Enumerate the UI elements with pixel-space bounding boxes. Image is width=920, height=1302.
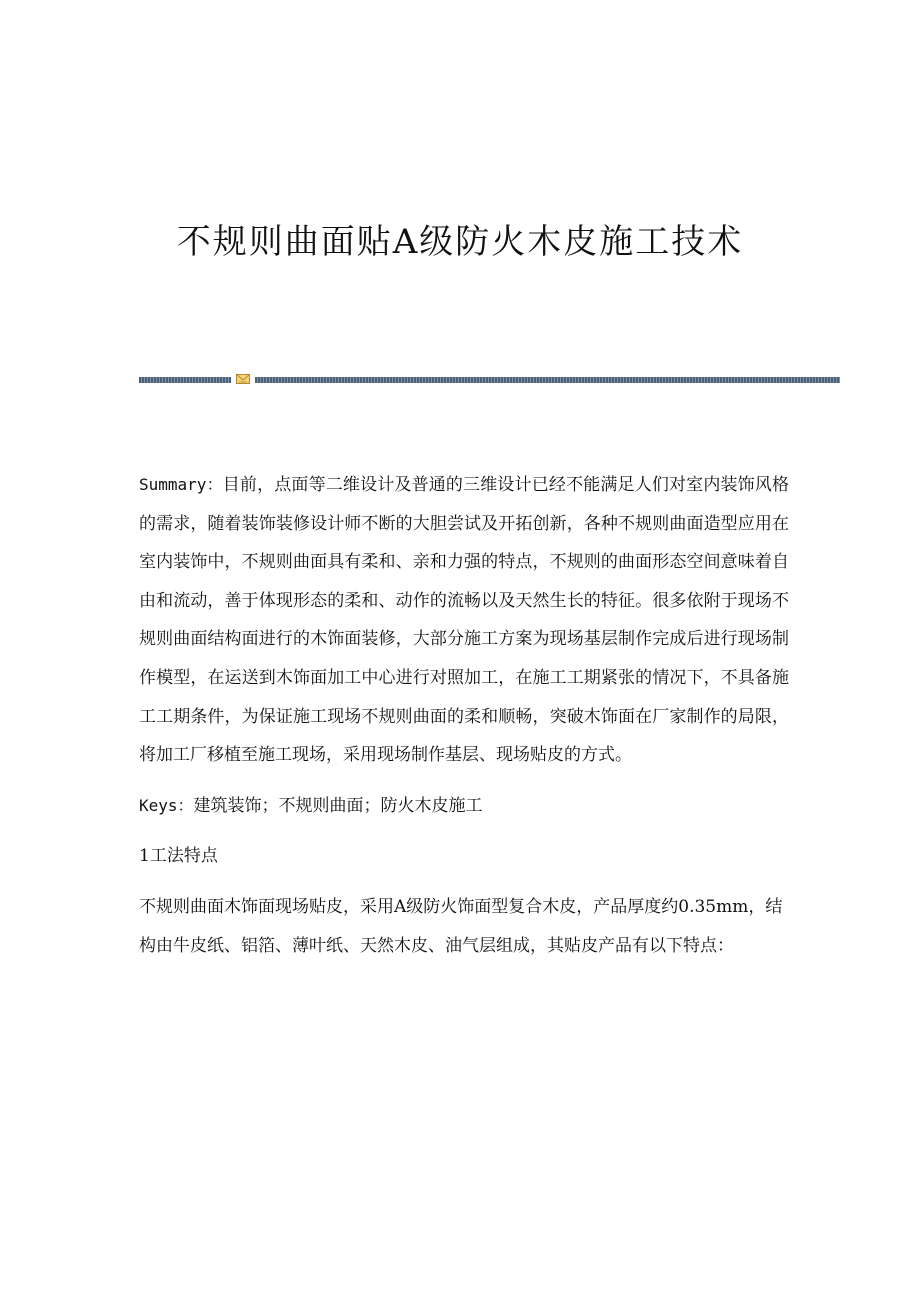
keys-line [139,787,789,826]
page-title: 不规则曲面贴A级防火木皮施工技术 [176,222,744,262]
summary-text: 目前，点面等二维设计及普通的三维设计已经不能满足人们对室内装饰风格的需求，随着装饰装修设计师不断的大胆尝试及开拓创新，各种不规则曲面造型应用在室内装饰中，不规则曲面具有柔和、亲和力强的特点，不规则的曲面形态空间意味着自由和流动，善于体现形态的柔和、动作的流畅以及天然生长的特征。很多依附于现场不规则曲面结构面进行的木饰面装修，大部分施工方案为现场基层制作完成后进行现场制作模型，在运送到木饰面加工中心进行对照加工，在施工工期紧张的情况下，不具备施工工期条件，为保证施工现场不规则曲面的柔和顺畅，突破木饰面在厂家制作的局限，将加工厂移植至施工现场，采用现场制作基层、现场贴皮的方式。 [139,475,789,766]
title-divider [139,373,840,385]
body-paragraph: 不规则曲面木饰面现场贴皮，采用A级防火饰面型复合木皮，产品厚度约0.35mm，结构由牛皮纸、铝箔、薄叶纸、天然木皮、油气层组成，其贴皮产品有以下特点： [139,896,783,956]
section-heading: 1工法特点 [139,846,218,867]
keys-label: Keys： [139,795,194,815]
keys-text: 建筑装饰；不规则曲面；防火木皮施工 [193,795,483,816]
document-body [139,466,789,965]
envelope-ornament-icon [236,373,250,385]
divider-bar-right [255,377,840,383]
divider-bar-left [139,377,231,383]
summary-label: Summary： [139,475,223,494]
summary-paragraph [139,466,789,775]
